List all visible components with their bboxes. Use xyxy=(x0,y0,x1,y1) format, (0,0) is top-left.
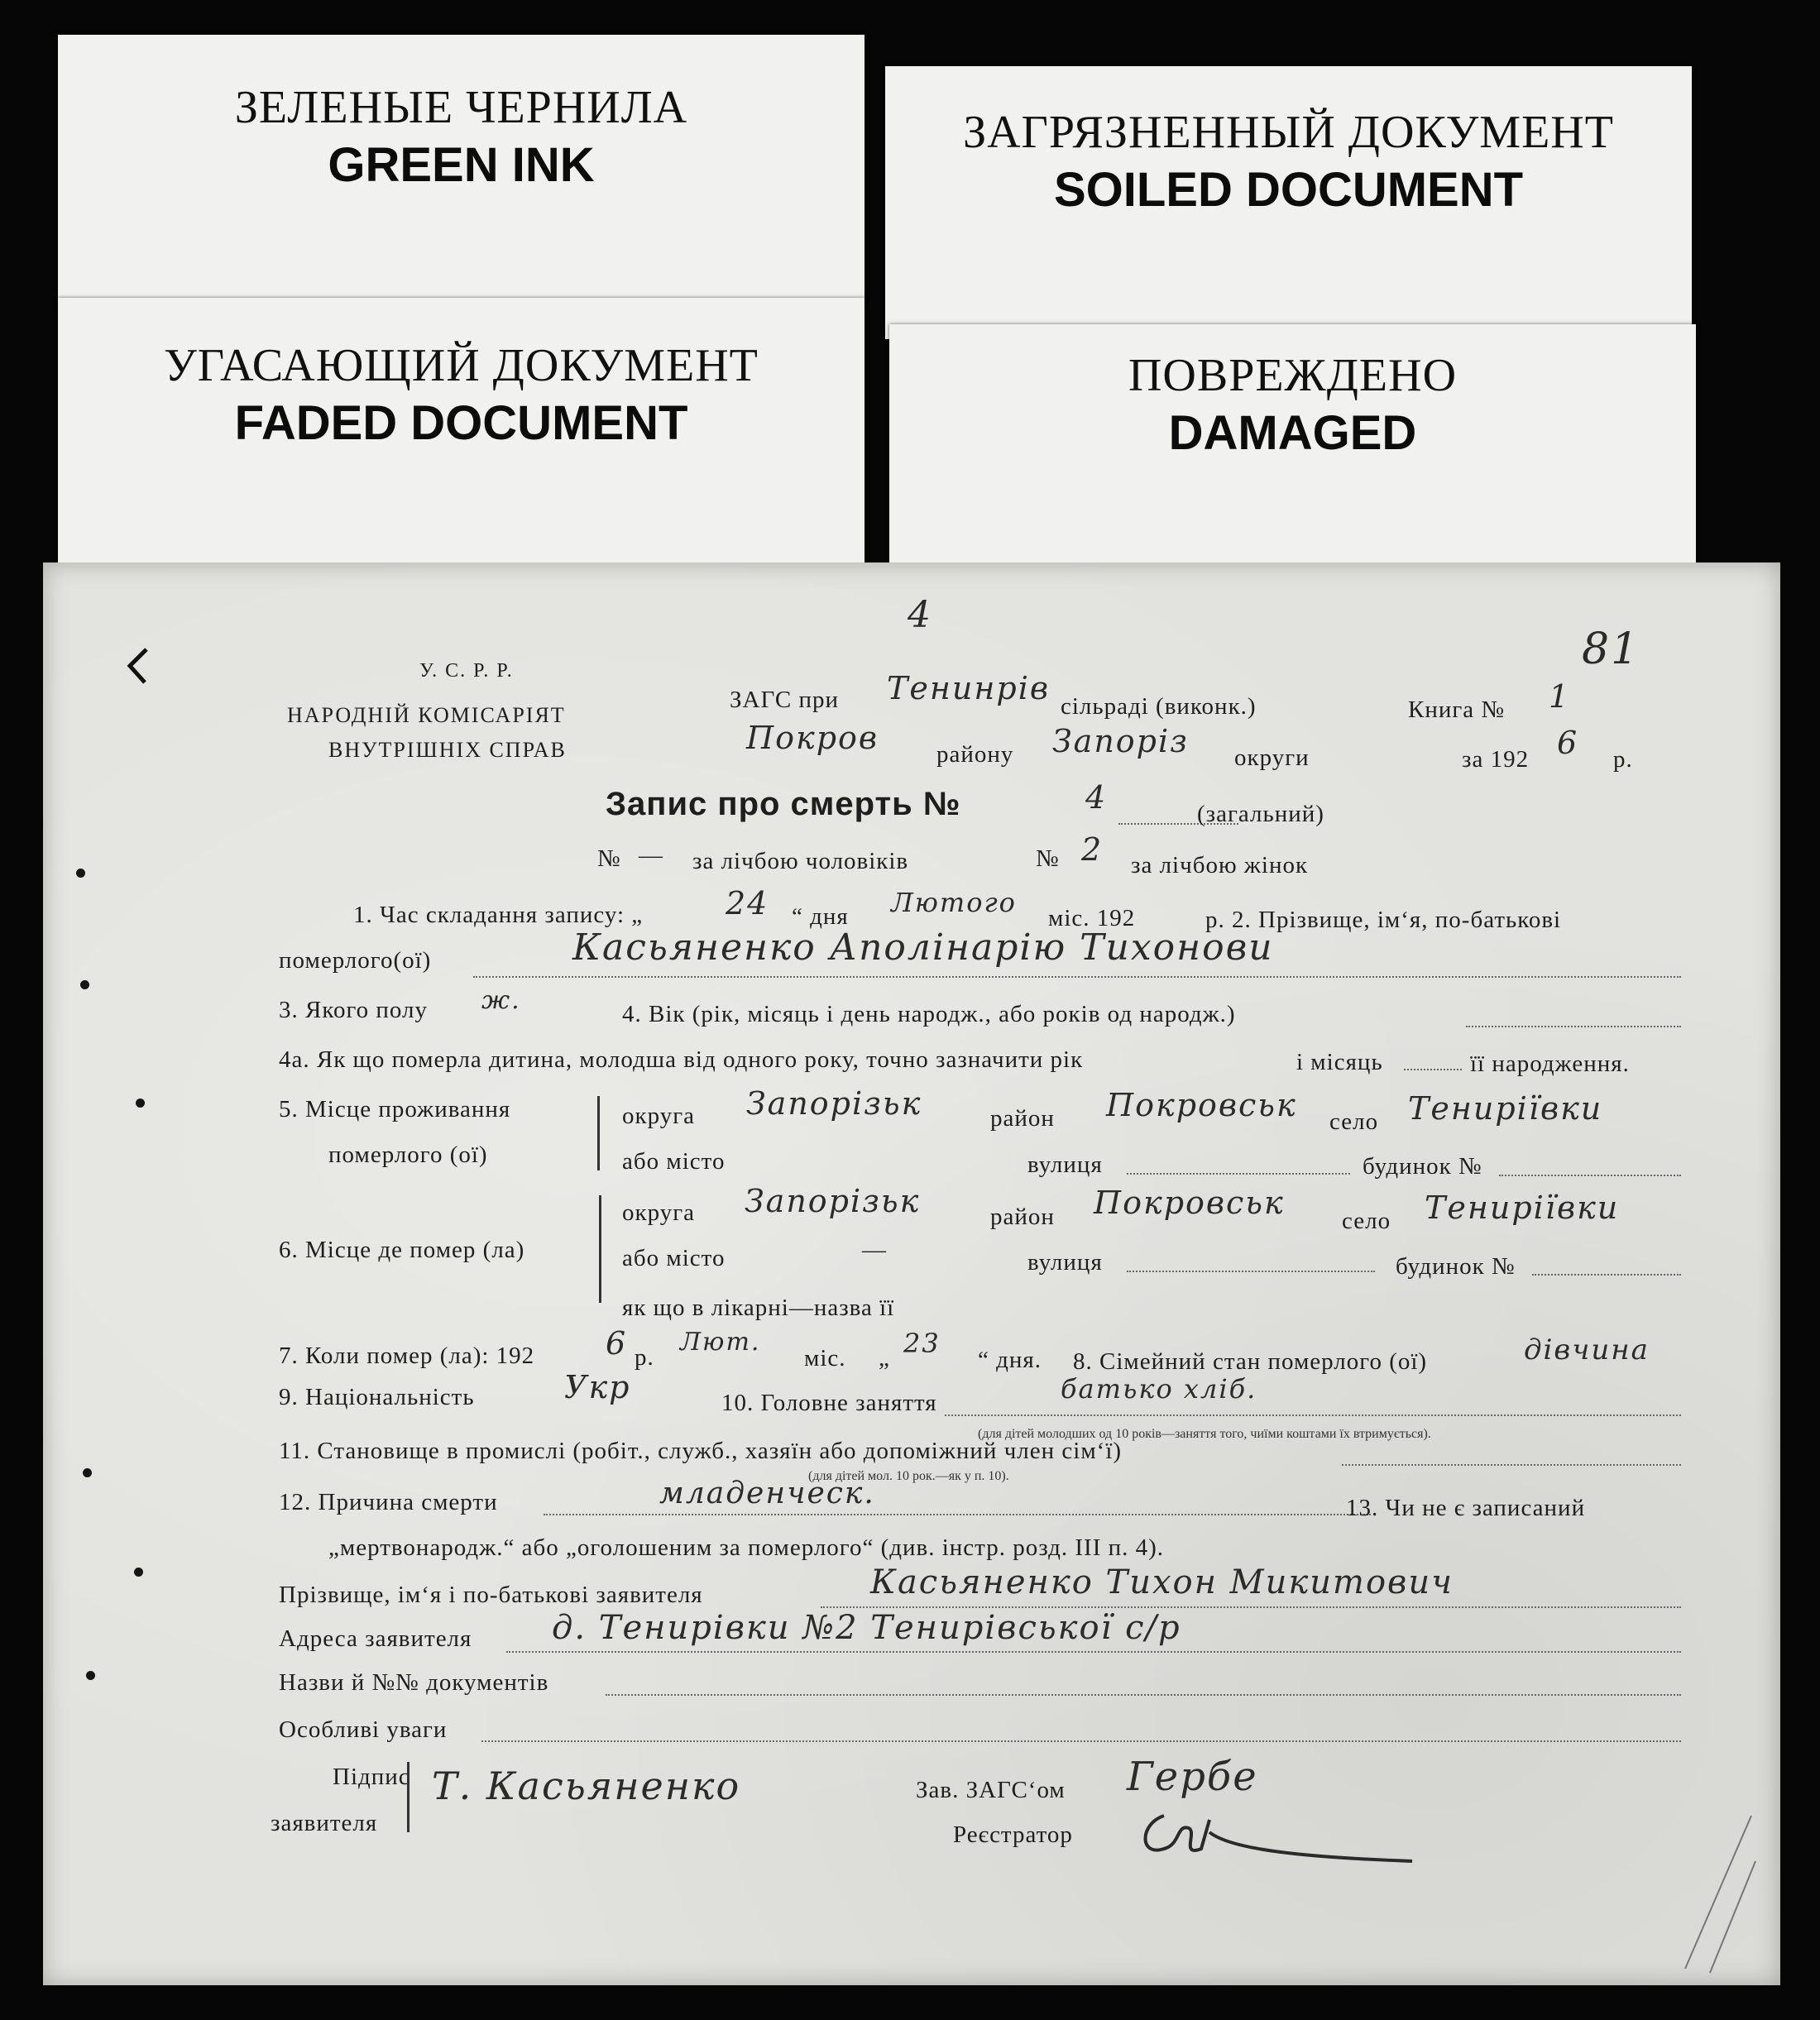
field10-value: батько хліб. xyxy=(1061,1373,1257,1405)
header-commissariat: НАРОДНІЙ КОМІСАРІЯТ xyxy=(287,703,566,727)
field1-rest: р. 2. Прізвище, ім‘я, по-батькові xyxy=(1205,907,1562,933)
women-label: за лічбою жінок xyxy=(1131,852,1309,878)
field6-selo: Тениріївки xyxy=(1425,1190,1620,1226)
women-value: 2 xyxy=(1081,831,1104,868)
field5-selo-label: село xyxy=(1329,1108,1379,1135)
zags-head-label: Зав. ЗАГС‘ом xyxy=(916,1777,1066,1803)
field8-label: 8. Сімейний стан померлого (ої) xyxy=(1073,1348,1428,1375)
field13-label-2: „мертвонародж.“ або „оголошеним за померлого“ (див. інстр. розд. ІІІ п. 4). xyxy=(328,1534,1165,1561)
women-prefix: № xyxy=(1036,845,1060,872)
rada-label: сільраді (виконк.) xyxy=(1061,693,1257,720)
field7-month: Лют. xyxy=(680,1328,761,1357)
field6-raion: Покровськ xyxy=(1094,1185,1285,1221)
field6-street-label: вулиця xyxy=(1027,1249,1103,1276)
field3-value: ж. xyxy=(481,986,521,1015)
tear-mark-icon xyxy=(122,645,155,687)
district-label: району xyxy=(936,741,1014,768)
field4a-label: 4а. Як що померла дитина, молодша від одного року, точно зазначити рік xyxy=(279,1046,1084,1073)
field5-house-label: будинок № xyxy=(1363,1153,1482,1180)
field7-mis: міс. xyxy=(804,1345,846,1371)
year-suffix: р. xyxy=(1613,746,1633,773)
field7-r: р. xyxy=(635,1344,654,1371)
field10-note: (для дітей молодших од 10 років—заняття того, чиїми коштами їх втримується). xyxy=(978,1427,1431,1441)
field9-value: Укр xyxy=(564,1369,631,1405)
district-value: Покров xyxy=(746,720,879,756)
address-label: Адреса заявителя xyxy=(279,1625,472,1652)
field4-label: 4. Вік (рік, місяць і день народж., або років од народж.) xyxy=(622,1001,1236,1027)
field5-okrug: Запорізьк xyxy=(746,1085,922,1122)
field5-raion-label: район xyxy=(990,1105,1055,1132)
remarks-label: Особливі уваги xyxy=(279,1716,448,1743)
field12-label: 12. Причина смерти xyxy=(279,1489,498,1515)
zags-label: ЗАГС при xyxy=(730,687,839,713)
record-number: 4 xyxy=(1085,779,1108,816)
declarant-signature: Т. Касьяненко xyxy=(432,1764,741,1808)
signature-label-1: Підпис xyxy=(333,1764,410,1790)
label-card-green-ink xyxy=(58,35,864,308)
general-label: (загальний) xyxy=(1197,801,1324,827)
field7-day-label: “ дня. xyxy=(978,1347,1042,1373)
field1-year-label: міс. 192 xyxy=(1048,905,1136,931)
field6-raion-label: район xyxy=(990,1204,1055,1230)
field6-house-label: будинок № xyxy=(1396,1253,1516,1280)
field11-label: 11. Становище в промислі (робіт., служб., хазяїн або допоміжний член сім‘ї) xyxy=(279,1438,1123,1464)
zags-value: Тенинрів xyxy=(887,670,1050,706)
field1-day: 24 xyxy=(726,885,769,921)
field1-month: Лютого xyxy=(891,887,1017,918)
punch-hole xyxy=(134,1568,143,1577)
registrar-signature xyxy=(1131,1799,1429,1882)
book-label: Книга № xyxy=(1408,696,1506,723)
field5-label-2: померлого (ої) xyxy=(328,1142,488,1168)
card-en-text: FADED DOCUMENT xyxy=(234,396,688,450)
field6-misto: — xyxy=(862,1237,887,1263)
field6-misto-label: або місто xyxy=(622,1245,726,1271)
field7-year: 6 xyxy=(606,1325,628,1362)
card-ru-text: ЗЕЛЕНЫЕ ЧЕРНИЛА xyxy=(234,82,688,133)
field5-raion: Покровськ xyxy=(1106,1087,1297,1123)
year-label: за 192 xyxy=(1462,746,1530,773)
label-card-faded-document xyxy=(58,298,864,571)
field1-label: 1. Час складання запису: „ xyxy=(353,902,644,928)
field6-hospital-label: як що в лікарні—назва її xyxy=(622,1295,895,1321)
field10-label: 10. Головне заняття xyxy=(721,1390,937,1416)
okrug-value: Запоріз xyxy=(1052,723,1189,759)
header-ministry: ВНУТРІШНІХ СПРАВ xyxy=(328,738,567,762)
field5-label-1: 5. Місце проживання xyxy=(279,1096,511,1122)
field5-street-label: вулиця xyxy=(1027,1151,1103,1178)
declarant-value: Касьяненко Тихон Микитович xyxy=(870,1563,1454,1601)
okrug-label: округи xyxy=(1234,744,1310,771)
card-ru-text: ПОВРЕЖДЕНО xyxy=(1128,350,1458,401)
signature-label-2: заявителя xyxy=(271,1810,378,1836)
record-title: Запис про смерть № xyxy=(606,786,961,822)
declarant-label: Прізвище, ім‘я і по-батькові заявителя xyxy=(279,1582,703,1608)
field13-label: 13. Чи не є записаний xyxy=(1346,1495,1586,1521)
field6-selo-label: село xyxy=(1342,1208,1391,1234)
field5-selo: Тениріївки xyxy=(1408,1090,1603,1127)
field9-label: 9. Національність xyxy=(279,1384,475,1410)
punch-hole xyxy=(83,1468,92,1477)
punch-hole xyxy=(76,869,85,878)
field7-label: 7. Коли помер (ла): 192 xyxy=(279,1343,535,1369)
field2-value: Касьяненко Аполінарію Тихонови xyxy=(572,926,1274,969)
men-label: за лічбою чоловіків xyxy=(692,848,909,874)
field7-day: 23 xyxy=(903,1328,941,1359)
punch-hole xyxy=(80,980,89,989)
field6-okrug-label: округа xyxy=(622,1199,695,1226)
corner-number-right: 81 xyxy=(1582,625,1640,674)
field8-value: дівчина xyxy=(1524,1333,1650,1367)
book-value: 1 xyxy=(1549,678,1571,715)
field6-label: 6. Місце де помер (ла) xyxy=(279,1237,525,1263)
field4a-end: її народження. xyxy=(1470,1051,1630,1077)
documents-label: Назви й №№ документів xyxy=(279,1669,549,1696)
address-value: д. Тенирівки №2 Тенирівської с/р xyxy=(552,1609,1181,1647)
field5-okrug-label: округа xyxy=(622,1103,695,1129)
card-ru-text: УГАСАЮЩИЙ ДОКУМЕНТ xyxy=(164,340,759,391)
card-en-text: DAMAGED xyxy=(1168,406,1417,460)
field7-quote: „ xyxy=(879,1345,890,1371)
field5-misto-label: або місто xyxy=(622,1148,726,1175)
tear-mark-icon xyxy=(1677,1812,1760,1977)
men-prefix: № xyxy=(597,845,621,872)
men-value: — xyxy=(639,842,663,869)
field6-okrug: Запорізьк xyxy=(745,1183,921,1219)
field11-note: (для дітей мол. 10 рок.—як у п. 10). xyxy=(808,1469,1009,1483)
punch-hole xyxy=(86,1671,95,1680)
header-ussr: У. С. Р. Р. xyxy=(419,660,514,682)
card-ru-text: ЗАГРЯЗНЕННЫЙ ДОКУМЕНТ xyxy=(963,107,1614,158)
card-en-text: GREEN INK xyxy=(328,138,595,192)
label-card-soiled-document xyxy=(885,66,1692,339)
punch-hole xyxy=(136,1099,145,1108)
death-record-form xyxy=(43,562,1780,1985)
zags-head-signature: Гербе xyxy=(1127,1754,1258,1800)
card-en-text: SOILED DOCUMENT xyxy=(1053,163,1524,217)
field4a-month: і місяць xyxy=(1296,1049,1383,1075)
registrar-label: Реєстратор xyxy=(953,1821,1073,1848)
field3-label: 3. Якого полу xyxy=(279,997,428,1023)
corner-number-top: 4 xyxy=(908,594,932,636)
field1-day-label: “ дня xyxy=(792,903,849,930)
label-card-damaged xyxy=(889,324,1696,597)
field2-label: померлого(ої) xyxy=(279,947,432,974)
field12-value: младенческ. xyxy=(659,1477,875,1510)
year-value: 6 xyxy=(1557,725,1579,761)
